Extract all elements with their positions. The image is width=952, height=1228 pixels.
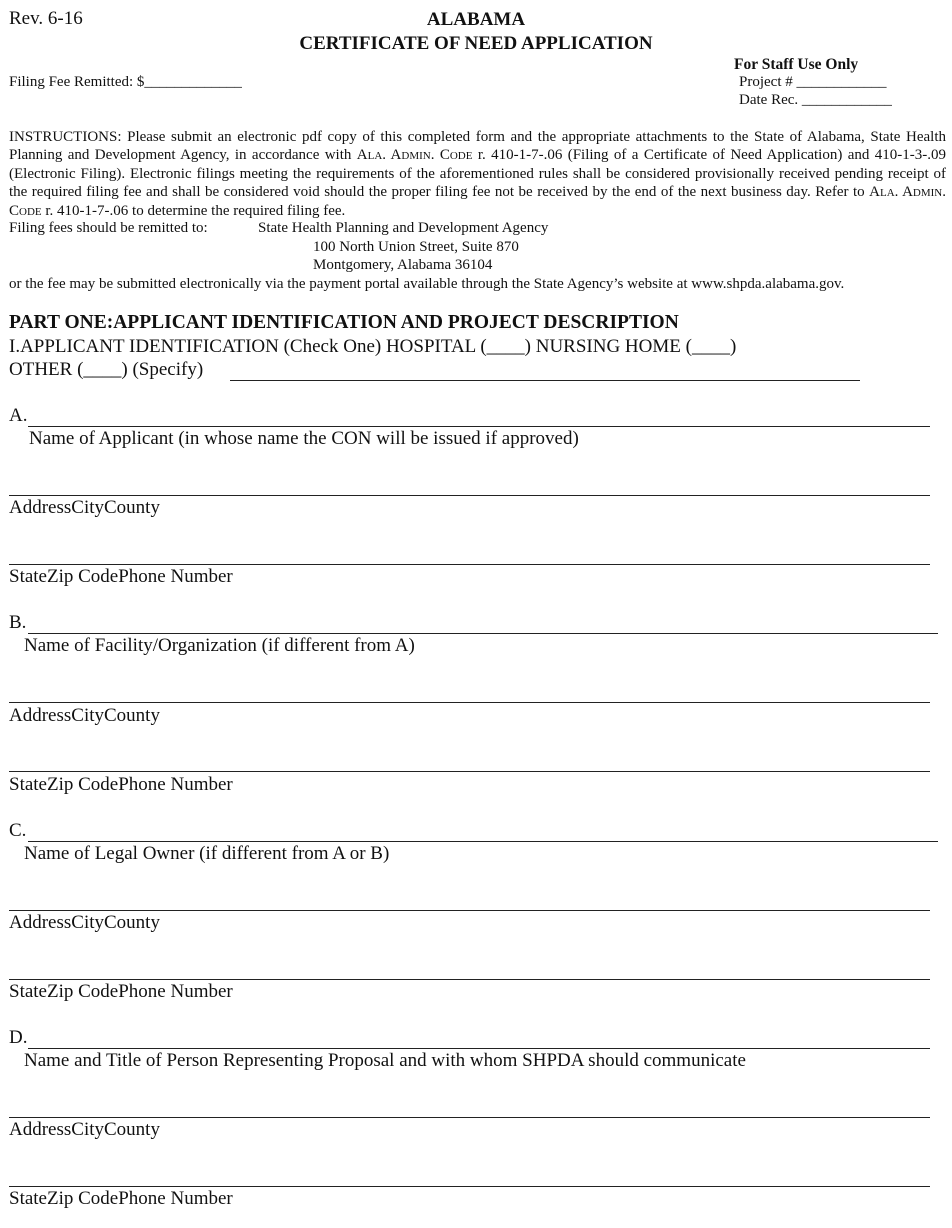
section-c-state-label: StateZip CodePhone Number	[9, 981, 233, 1002]
section-a-state-line[interactable]	[9, 564, 930, 565]
section-a-address-label: AddressCityCounty	[9, 497, 160, 518]
part-one-heading: PART ONE:APPLICANT IDENTIFICATION AND PROJECT DESCRIPTION	[9, 312, 679, 333]
instructions-text-3: r. 410-1-7-.06 to determine the required filing fee.	[41, 202, 346, 219]
section-c-name-line[interactable]	[28, 841, 938, 842]
section-c-name-label: Name of Legal Owner (if different from A or B)	[24, 843, 390, 864]
section-a-state-label: StateZip CodePhone Number	[9, 566, 233, 587]
specify-line[interactable]	[230, 380, 860, 381]
section-b-address-label: AddressCityCounty	[9, 705, 160, 726]
section-b-name-line[interactable]	[28, 633, 938, 634]
section-c-address-line[interactable]	[9, 910, 930, 911]
staff-use-heading: For Staff Use Only	[734, 56, 859, 73]
section-b-state-line[interactable]	[9, 771, 930, 772]
instructions-paragraph	[9, 128, 946, 220]
section-a-address-line[interactable]	[9, 495, 930, 496]
admin-code-ref-1: Ala. Admin. Code	[356, 147, 473, 164]
instructions-text-2: r. 410-1-7-.06 (Filing of a Certificate of Need Application) and 410-1-3-.09 (Electronic Filing). Electronic filings meeting the requirements of the aforementioned rules shall be considered provisionally received pending receipt of the required filing fee and shall be considered void should the proper filing fee not be received by the end of the next business day. Refer to	[9, 147, 946, 201]
section-a-name-line[interactable]	[28, 426, 930, 427]
applicant-type-line[interactable]: I.APPLICANT IDENTIFICATION (Check One) HOSPITAL (____) NURSING HOME (____)	[9, 336, 737, 357]
agency-street: 100 North Union Street, Suite 870	[313, 239, 519, 255]
section-d-state-line[interactable]	[9, 1186, 930, 1187]
section-c-address-label: AddressCityCounty	[9, 912, 160, 933]
section-d-state-label: StateZip CodePhone Number	[9, 1188, 233, 1209]
instructions-text-1: INSTRUCTIONS: Please submit an electronic pdf copy of this completed form and the appropriate attachments to the State of Alabama, State Health Planning and Development Agency, in accordance with	[9, 129, 946, 164]
section-a-letter: A.	[9, 405, 28, 426]
electronic-payment-note: or the fee may be submitted electronically via the payment portal available through the State Agency’s website at www.shpda.alabama.gov.	[9, 276, 845, 292]
admin-code-ref-2: Ala. Admin. Code	[9, 184, 946, 219]
section-d-address-label: AddressCityCounty	[9, 1119, 160, 1140]
section-d-name-line[interactable]	[28, 1048, 930, 1049]
section-b-name-label: Name of Facility/Organization (if different from A)	[24, 635, 415, 656]
remit-label: Filing fees should be remitted to:	[9, 220, 208, 236]
revision-label: Rev. 6-16	[9, 8, 83, 29]
section-d-letter: D.	[9, 1027, 28, 1048]
section-a-name-label: Name of Applicant (in whose name the CON will be issued if approved)	[29, 428, 579, 449]
filing-fee-field[interactable]: Filing Fee Remitted: $_____________	[9, 74, 242, 90]
section-b-address-line[interactable]	[9, 702, 930, 703]
project-number-field[interactable]: Project # ____________	[739, 74, 887, 90]
section-b-state-label: StateZip CodePhone Number	[9, 774, 233, 795]
agency-name: State Health Planning and Development Agency	[258, 220, 549, 236]
other-type-line[interactable]: OTHER (____) (Specify)	[9, 359, 204, 380]
section-d-address-line[interactable]	[9, 1117, 930, 1118]
state-heading: ALABAMA	[426, 9, 526, 30]
section-c-letter: C.	[9, 820, 27, 841]
agency-city: Montgomery, Alabama 36104	[313, 257, 493, 273]
page-title: CERTIFICATE OF NEED APPLICATION	[299, 33, 653, 54]
section-b-letter: B.	[9, 612, 27, 633]
date-received-field[interactable]: Date Rec. ____________	[739, 92, 892, 108]
section-d-name-label: Name and Title of Person Representing Proposal and with whom SHPDA should communicate	[24, 1050, 746, 1071]
section-c-state-line[interactable]	[9, 979, 930, 980]
